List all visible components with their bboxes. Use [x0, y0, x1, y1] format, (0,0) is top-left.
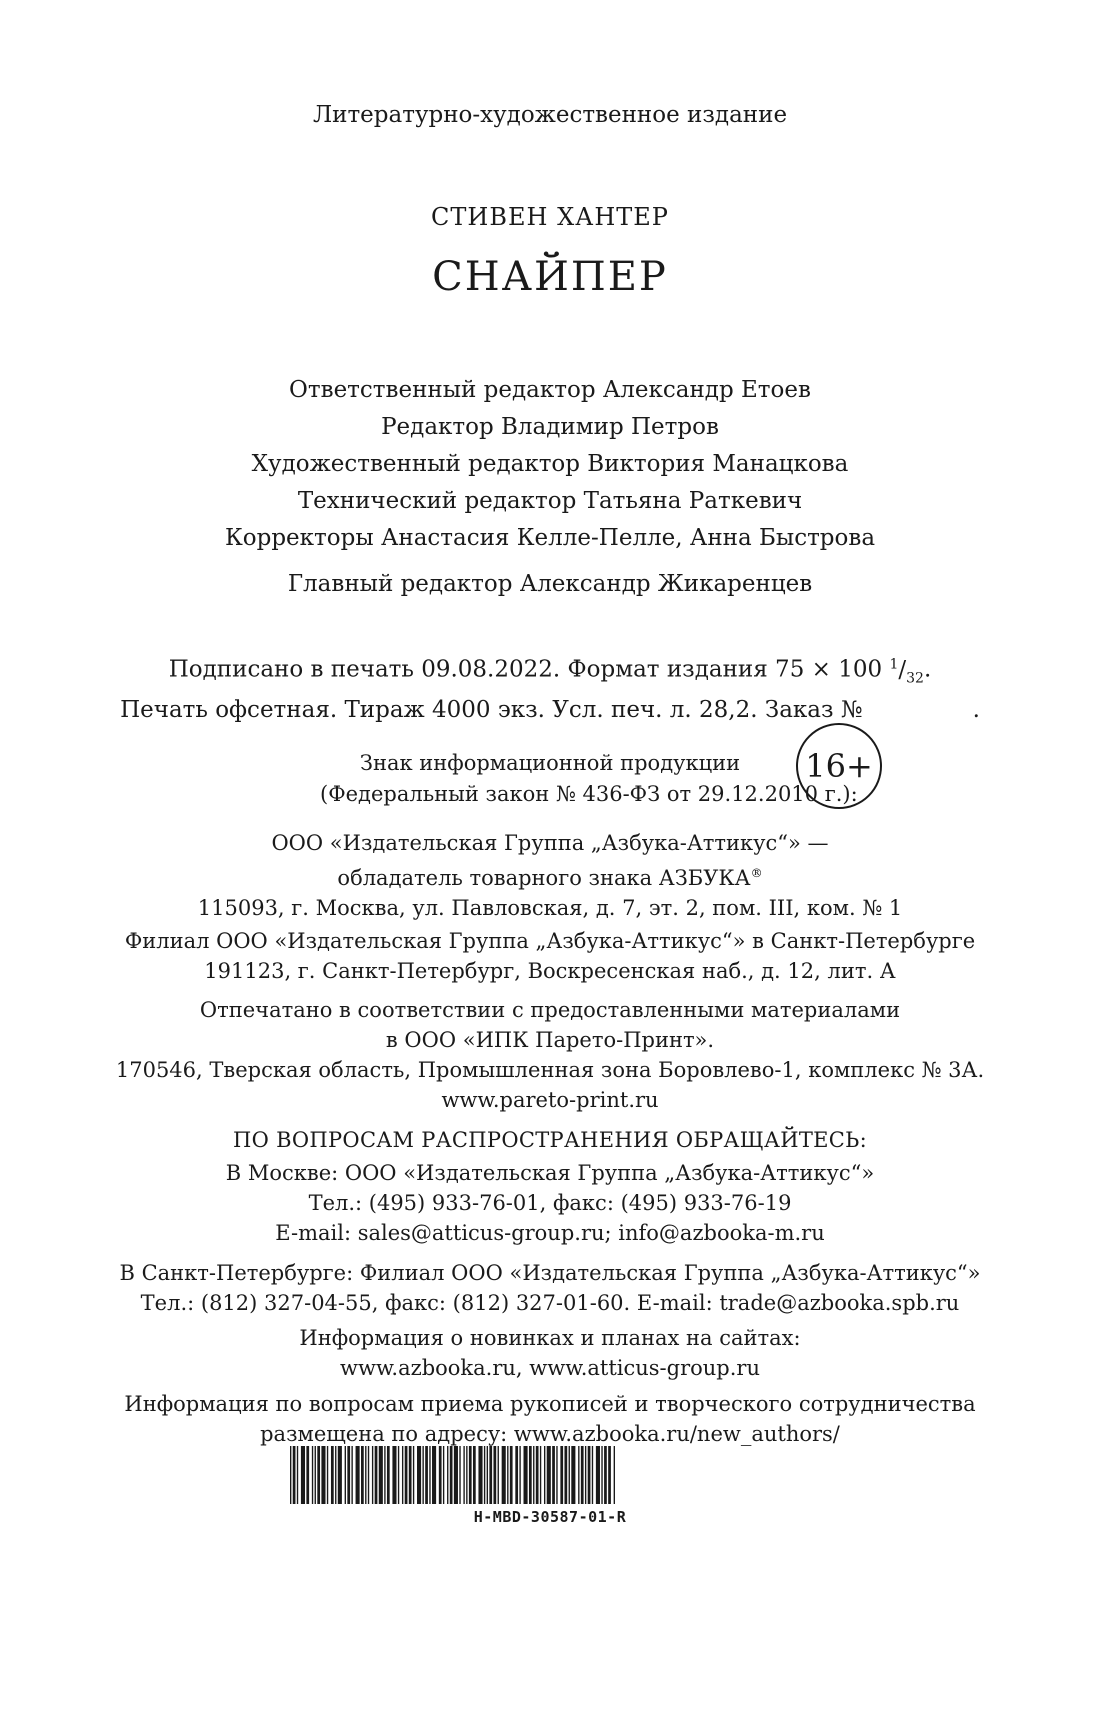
edition-genre: Литературно-художественное издание — [312, 102, 788, 128]
barcode-bar — [351, 1446, 352, 1504]
barcode-bar — [392, 1446, 396, 1504]
barcode-bar — [581, 1446, 584, 1504]
barcode-bar — [365, 1446, 366, 1504]
barcode-bar — [443, 1446, 444, 1504]
barcode-bar — [297, 1446, 298, 1504]
barcode-bar — [489, 1446, 492, 1504]
barcode-bar — [502, 1446, 506, 1504]
barcode-icon — [290, 1446, 615, 1504]
barcode-bar — [413, 1446, 414, 1504]
barcode-bar — [405, 1446, 408, 1504]
barcode-bar — [529, 1446, 532, 1504]
barcode-bar — [484, 1446, 485, 1504]
barcode-bar — [384, 1446, 385, 1504]
barcode-bar — [347, 1446, 350, 1504]
printer-info: Отпечатано в соответствии с предоставленными материалами в ООО «ИПК Парето-Принт». 170546, Тверская область, Промышленная зона Боровлево-1, комплекс № 3А. www.pareto-print.ru — [115, 998, 985, 1112]
barcode-bar — [473, 1446, 476, 1504]
barcode-bar — [507, 1446, 508, 1504]
barcode-bar — [409, 1446, 412, 1504]
credit-line: Редактор Владимир Петров — [381, 414, 719, 440]
barcode-bar — [447, 1446, 448, 1504]
barcode-bar — [478, 1446, 482, 1504]
sites-info: Информация о новинках и планах на сайтах: www.azbooka.ru, www.atticus-group.ru — [299, 1326, 801, 1380]
age-rating-badge — [796, 723, 882, 809]
barcode-bar — [368, 1446, 369, 1504]
barcode-bar — [432, 1446, 436, 1504]
barcode-bar — [422, 1446, 423, 1504]
barcode-bar — [544, 1446, 545, 1504]
moscow-contacts: В Москве: ООО «Издательская Группа „Азбука-Аттикус“» Тел.: (495) 933-76-01, факс: (495) 933-76-19 E-mail: sales@atticus-group.ru; info@azbooka-m.ru — [225, 1161, 875, 1245]
format-fraction: $^1/_{32}$ — [889, 656, 924, 687]
credits-list — [0, 372, 1100, 557]
info-sign-text: Знак информационной продукции (Федеральный закон № 436-ФЗ от 29.12.2010 г.): — [320, 751, 858, 806]
barcode-bar — [547, 1446, 551, 1504]
barcode-bar — [379, 1446, 383, 1504]
barcode-bar — [361, 1446, 364, 1504]
barcode-bar — [417, 1446, 421, 1504]
barcode-bar — [560, 1446, 563, 1504]
barcode-bar — [614, 1446, 615, 1504]
spb-contacts: В Санкт-Петербурге: Филиал ООО «Издательская Группа „Азбука-Аттикус“» Тел.: (812) 327-04-55, факс: (812) 327-01-60. E-mail: trade@azbooka.spb.ru — [119, 1261, 981, 1315]
age-rating-label: 16+ — [805, 747, 873, 785]
barcode-bar — [487, 1446, 488, 1504]
barcode-bar — [459, 1446, 460, 1504]
barcode-bar — [327, 1446, 328, 1504]
barcode-bar — [317, 1446, 320, 1504]
barcode-bar — [564, 1446, 567, 1504]
barcode-bar — [469, 1446, 472, 1504]
chief-editor: Главный редактор Александр Жикаренцев — [287, 571, 813, 597]
barcode-bar — [338, 1446, 342, 1504]
barcode-bar — [425, 1446, 428, 1504]
credit-line: Корректоры Анастасия Келле-Пелле, Анна Быстрова — [224, 525, 876, 551]
barcode-bar — [345, 1446, 346, 1504]
barcode-bar — [331, 1446, 334, 1504]
barcode-bar — [601, 1446, 602, 1504]
barcode-text: H-MBD-30587-01-R — [473, 1508, 627, 1526]
publisher-info: ООО «Издательская Группа „Азбука-Аттикус“» — обладатель товарного знака АЗБУКА® 115093, г. Москва, ул. Павловская, д. 7, эт. 2, пом. III, ком. № 1 — [197, 831, 903, 920]
barcode-bar — [290, 1446, 291, 1504]
barcode-bar — [552, 1446, 555, 1504]
barcode-bar — [493, 1446, 496, 1504]
barcode-bar — [315, 1446, 316, 1504]
barcode-bar — [312, 1446, 313, 1504]
barcode-bar — [372, 1446, 373, 1504]
book-title: СНАЙПЕР — [432, 254, 668, 300]
print-line-1: Подписано в печать 09.08.2022. Формат издания 75 × 100 $^1/_{32}$. — [168, 656, 932, 687]
barcode-bar — [515, 1446, 518, 1504]
book-author: СТИВЕН ХАНТЕР — [431, 203, 669, 231]
barcode-bar — [429, 1446, 430, 1504]
barcode-bar — [596, 1446, 600, 1504]
barcode-bar — [524, 1446, 528, 1504]
barcode-bar — [578, 1446, 579, 1504]
barcode-bar — [301, 1446, 305, 1504]
barcode-bar — [571, 1446, 575, 1504]
barcode-bar — [356, 1446, 360, 1504]
barcode-bar — [604, 1446, 607, 1504]
barcode-bar — [439, 1446, 442, 1504]
credit-line: Художественный редактор Виктория Манацкова — [251, 451, 849, 477]
distribution-heading: ПО ВОПРОСАМ РАСПРОСТРАНЕНИЯ ОБРАЩАЙТЕСЬ: — [233, 1128, 867, 1152]
barcode-bar — [569, 1446, 570, 1504]
barcode-bar — [592, 1446, 593, 1504]
barcode-bar — [498, 1446, 499, 1504]
print-details — [0, 648, 1100, 726]
branch-info: Филиал ООО «Издательская Группа „Азбука-Аттикус“» в Санкт-Петербурге 191123, г. Санкт-Петербург, Воскресенская наб., д. 12, лит. А — [124, 929, 976, 983]
barcode-bar — [466, 1446, 467, 1504]
barcode-bar — [556, 1446, 557, 1504]
barcode-bar — [321, 1446, 325, 1504]
barcode-bar — [533, 1446, 534, 1504]
barcode-bar — [540, 1446, 541, 1504]
barcode-bar — [293, 1446, 296, 1504]
manuscripts-info: Информация по вопросам приема рукописей и творческого сотрудничества размещена по адресу: www.azbooka.ru/new_authors/ — [124, 1392, 976, 1446]
registered-trademark-icon: ® — [750, 866, 763, 880]
barcode-bar — [375, 1446, 378, 1504]
barcode-bar — [450, 1446, 453, 1504]
barcode-bar — [608, 1446, 611, 1504]
barcode-bar — [588, 1446, 591, 1504]
barcode-bar — [536, 1446, 539, 1504]
barcode-bar — [585, 1446, 586, 1504]
barcode-bar — [402, 1446, 403, 1504]
barcode-bar — [335, 1446, 336, 1504]
credit-line: Ответственный редактор Александр Етоев — [289, 377, 811, 403]
barcode-bar — [387, 1446, 390, 1504]
print-line-2: Печать офсетная. Тираж 4000 экз. Усл. печ. л. 28,2. Заказ № . — [120, 697, 980, 724]
barcode-bar — [454, 1446, 458, 1504]
barcode-bar — [306, 1446, 309, 1504]
barcode-bar — [463, 1446, 464, 1504]
barcode-bar — [519, 1446, 520, 1504]
barcode-bar — [398, 1446, 399, 1504]
credit-line: Технический редактор Татьяна Раткевич — [297, 488, 803, 514]
barcode-bar — [510, 1446, 513, 1504]
